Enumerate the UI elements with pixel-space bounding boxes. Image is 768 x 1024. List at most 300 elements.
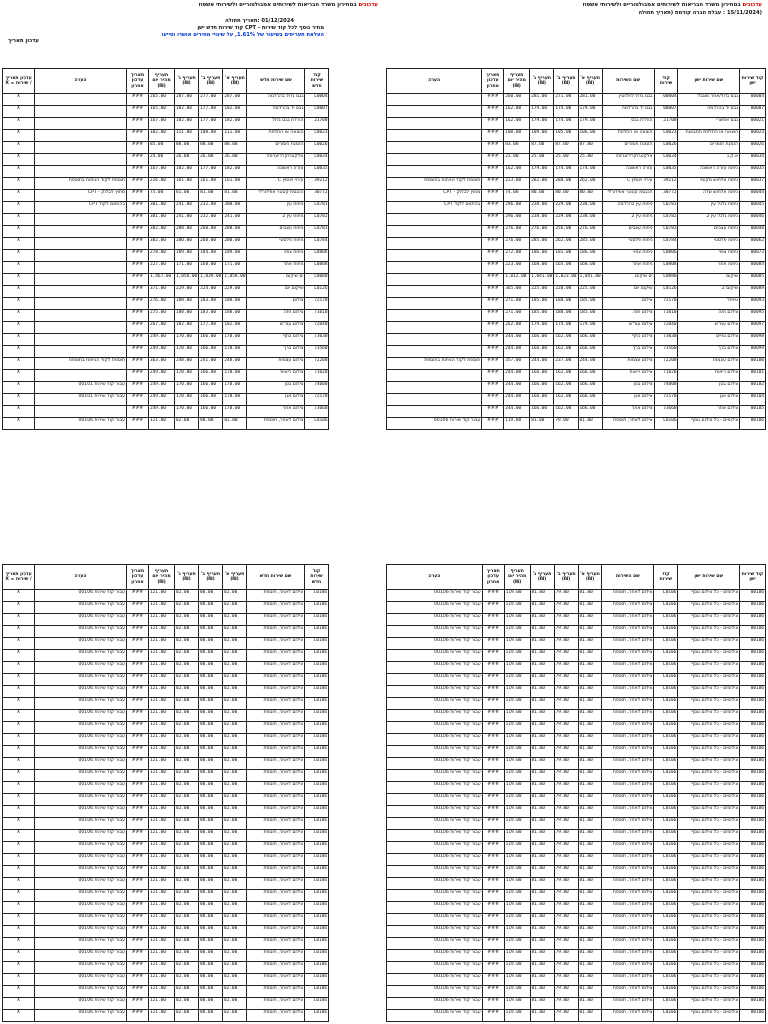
new-code: 74000 [305,382,329,394]
new-price-b: 80.00 [199,626,223,638]
service-code: L0106 [654,998,678,1010]
new-price-c: 82.00 [175,938,199,950]
new-name: צילום חזה [247,310,305,322]
price-a: 81.00 [578,418,602,430]
old-name: צילומים - כל צילום נוסף [678,710,740,722]
new-price-a: 280.00 [223,226,247,238]
price-b: 79.00 [554,1010,578,1022]
new-code: 72200 [305,358,329,370]
last-update: ### [482,394,504,406]
new-note [35,346,127,358]
new-price-c: 188.00 [175,310,199,322]
new-name: ניתוח אחר [247,262,305,274]
new-last-update: ### [127,94,149,106]
new-last-update: ### [127,286,149,298]
new-price-b: 277.00 [199,94,223,106]
new-price-b: 177.00 [199,106,223,118]
new-price-a: 82.00 [223,998,247,1010]
service-code: L0106 [654,698,678,710]
update-flag: X [3,274,35,286]
new-last-update: ### [127,310,149,322]
new-note: עבור קוד שירות 00106 [35,938,127,950]
new-price-a: 82.00 [223,866,247,878]
table-row [387,394,766,406]
table-row [3,106,329,118]
new-price-a: 82.00 [223,1010,247,1022]
update-flag: X [3,638,35,650]
note: עבור קוד שירות 00106 [387,418,482,430]
table-row [387,938,766,950]
price-b: 79.00 [554,626,578,638]
new-note: עבור קוד שירות 00106 [35,758,127,770]
new-name: צילום לאחר, תוספת [247,962,305,974]
new-price-c: 248.00 [175,358,199,370]
new-last-update: ### [127,854,149,866]
service-code: 72200 [654,358,678,370]
new-price-c: 82.00 [175,758,199,770]
update-flag: X [3,770,35,782]
price-c: 1,041.00 [530,274,554,286]
new-price-c: 82.00 [175,950,199,962]
new-price-day: 121.00 [149,674,175,686]
table-row [387,190,766,202]
price-a: 81.00 [578,650,602,662]
new-price-b: 80.00 [199,770,223,782]
last-update: ### [482,370,504,382]
update-flag: X [3,106,35,118]
update-flag: X [3,806,35,818]
column-header: הערה [35,69,127,94]
table-row [3,878,329,890]
new-code: L0106 [305,998,329,1010]
new-price-b: 80.00 [199,830,223,842]
new-price-a: 170.00 [223,406,247,418]
new-code: L0106 [305,770,329,782]
old-name: גבס אפשרי [678,118,740,130]
price-a: 81.00 [578,734,602,746]
new-price-b: 80.00 [199,698,223,710]
column-header: תאריך עדכון אחרון [127,69,149,94]
service-name: צילום לאחר, תוספת [602,926,654,938]
new-note: עבור קוד שירות 00106 [35,638,127,650]
table-row [387,262,766,274]
last-update: ### [482,154,504,166]
old-name: צילום אגן [678,394,740,406]
update-flag: X [3,358,35,370]
column-header: קוד שירות חדש [305,565,329,590]
new-price-a: 1,058.00 [223,274,247,286]
price-b: 79.00 [554,974,578,986]
note: עבור קוד שירות 00106 [387,950,483,962]
old-name: טיפול [678,298,740,310]
old-code: 00106 [740,866,766,878]
old-name: ניתוח אחר [678,262,740,274]
new-name: הזמנת חומרים [247,142,305,154]
table-row [3,178,329,190]
price-b: 271.00 [554,94,578,106]
table-row [3,842,329,854]
price-a: 285.00 [578,238,602,250]
service-code: L0106 [654,806,678,818]
column-header: תעריף ג' (₪) [175,565,199,590]
old-code: 00106 [740,710,766,722]
update-flag: X [3,370,35,382]
new-note: עבור קוד שירות 00106 [35,998,127,1010]
new-code: L0106 [305,602,329,614]
update-flag: X [3,382,35,394]
new-price-day: 121.00 [149,662,175,674]
new-note: עבור קוד שירות 00106 [35,962,127,974]
new-code: L0781 [305,202,329,214]
price-day: 119.00 [504,710,530,722]
update-flag: X [3,794,35,806]
table-row [3,262,329,274]
service-name: צילום לאחר, תוספת [602,1010,654,1022]
price-c: 81.00 [530,758,554,770]
new-price-a: 82.00 [223,962,247,974]
new-price-day: 301.00 [149,202,175,214]
new-note: עבור קוד שירות 00106 [35,770,127,782]
note: עבור קוד שירות 00106 [387,638,483,650]
note [387,238,482,250]
old-name: צילומים - כל צילום נוסף [678,662,740,674]
old-code: 00106 [740,782,766,794]
old-name: צילומים - כל צילום נוסף [678,830,740,842]
new-price-c: 82.00 [175,710,199,722]
last-update: ### [482,178,504,190]
price-a: 81.00 [578,710,602,722]
new-price-a: 82.00 [223,650,247,662]
update-flag: X [3,902,35,914]
update-flag: X [3,346,35,358]
table-row [387,346,766,358]
price-day: 272.00 [504,250,530,262]
price-a: 179.00 [578,106,602,118]
new-note: עבור קוד שירות 00106 [35,866,127,878]
new-name: צילום לאחר, תוספת [247,986,305,998]
price-c: 166.00 [530,406,554,418]
table-row [3,298,329,310]
price-b: 162.00 [554,406,578,418]
new-note: עבור קוד שירות 00106 [35,794,127,806]
service-code: L0106 [654,650,678,662]
new-price-a: 82.00 [223,938,247,950]
price-b: 80.00 [554,190,578,202]
old-code: 00084 [740,262,766,274]
new-price-a: 82.00 [223,686,247,698]
new-note [35,154,127,166]
table-row [387,770,766,782]
price-a: 81.00 [578,602,602,614]
header-left-side: עדכון תאריך [8,38,39,44]
new-price-c: 82.00 [175,1010,199,1022]
old-name: צילומים - כל צילום נוסף [678,590,740,602]
new-note: עבור קוד שירות 00106 [35,854,127,866]
price-b: 79.00 [554,938,578,950]
new-price-a: 82.00 [223,878,247,890]
new-name: צילום לאחר, תוספת [247,794,305,806]
price-a: 81.00 [578,698,602,710]
old-name: צילומים - כל צילום נוסף [678,418,740,430]
new-price-day: 85.00 [149,142,175,154]
price-a: 81.00 [578,854,602,866]
new-name: צילום ברך [247,346,305,358]
new-price-c: 170.00 [175,394,199,406]
service-name: הוצאה או החלפת [602,130,654,142]
last-update: ### [482,734,504,746]
price-b: 229.00 [554,202,578,214]
price-a: 81.00 [578,758,602,770]
new-price-b: 80.00 [199,746,223,758]
service-name: צילום לאחר, תוספת [602,782,654,794]
table-row [387,418,766,430]
last-update: ### [482,758,504,770]
old-code: 00073 [740,250,766,262]
column-header: תעריף א' (₪) [223,565,247,590]
new-price-a: 82.00 [223,590,247,602]
new-price-b: 80.00 [199,418,223,430]
new-last-update: ### [127,638,149,650]
column-header: הערה [35,565,127,590]
table-row [3,406,329,418]
old-name: צילום חזה [678,310,740,322]
new-code: L0035 [305,166,329,178]
new-price-b: 166.00 [199,406,223,418]
new-price-b: 260.00 [199,226,223,238]
new-last-update: ### [127,866,149,878]
update-flag: X [3,674,35,686]
price-day: 119.00 [504,418,530,430]
new-price-b: 80.00 [199,938,223,950]
price-b: 79.00 [554,710,578,722]
new-price-a: 82.00 [223,902,247,914]
new-price-b: 80.00 [199,638,223,650]
service-code: L0106 [654,418,678,430]
last-update: ### [482,358,504,370]
service-code: L0106 [654,782,678,794]
price-day: 296.00 [504,202,530,214]
table-row [387,650,766,662]
note [387,406,482,418]
service-name: צילום ריאות [602,370,654,382]
new-name: עירוי ויטמין C [247,178,305,190]
new-price-c: 280.00 [175,226,199,238]
new-price-b: 80.00 [199,734,223,746]
update-flag: X [3,854,35,866]
new-code: L0106 [305,686,329,698]
price-b: 79.00 [554,950,578,962]
table-row [3,286,329,298]
new-name: צילום לאחר, תוספת [247,674,305,686]
service-code: L0106 [654,602,678,614]
price-c: 81.00 [530,950,554,962]
table-row [387,998,766,1010]
price-a: 81.00 [578,590,602,602]
service-name: צילום לאחר, תוספת [602,626,654,638]
note [387,142,482,154]
new-price-b: 232.00 [199,214,223,226]
new-code: L0106 [305,418,329,430]
table-row [387,722,766,734]
price-day: 119.00 [504,686,530,698]
new-code: L0106 [305,806,329,818]
service-code: L0106 [654,794,678,806]
table-row [387,710,766,722]
price-a: 166.00 [578,394,602,406]
service-name: צילום לאחר, תוספת [602,698,654,710]
new-last-update: ### [127,842,149,854]
services-table-new [2,564,329,1022]
price-day: 223.00 [504,178,530,190]
old-name: הזמנת חומרים [678,142,740,154]
price-a: 25.00 [578,154,602,166]
old-name: צילומים - כל צילום נוסף [678,866,740,878]
update-flag: X [3,698,35,710]
price-day: 119.00 [504,638,530,650]
column-header: קוד שירות ישן [740,69,766,94]
price-day: 1,012.00 [504,274,530,286]
column-header: תאריך עדכון אחרון [127,565,149,590]
price-b: 79.00 [554,686,578,698]
table-row [387,286,766,298]
service-code: 72170 [654,298,678,310]
old-code: 00095 [740,310,766,322]
column-header: תעריף מהיר יום (₪) [149,565,175,590]
price-b: 79.00 [554,818,578,830]
update-flag: X [3,226,35,238]
service-name: צילום אחר [602,406,654,418]
old-name: צילומים - כל צילום נוסף [678,950,740,962]
new-name: הכנסת קטטר אפידורלי [247,190,305,202]
new-price-c: 170.00 [175,346,199,358]
column-header: תאריך עדכון אחרון [482,565,504,590]
table-row [3,94,329,106]
table-row [387,962,766,974]
update-flag: X [3,758,35,770]
new-name: גבס גדול בהרדמה [247,94,305,106]
old-name: צילומים - כל צילום נוסף [678,794,740,806]
note [387,310,482,322]
service-code: L0106 [654,902,678,914]
update-flag: X [3,1010,35,1022]
new-price-c: 82.00 [175,878,199,890]
price-b: 162.00 [554,370,578,382]
old-name: צילומים - כל צילום נוסף [678,986,740,998]
new-note [35,226,127,238]
price-a: 81.00 [578,614,602,626]
new-note: בהתאם לקוד CPT [35,202,127,214]
table-row [3,686,329,698]
new-note: עבור קוד שירות 00106 [35,782,127,794]
new-price-c: 182.00 [175,118,199,130]
update-flag: X [3,130,35,142]
new-code: L0106 [305,614,329,626]
table-row [387,602,766,614]
price-a: 87.00 [578,142,602,154]
new-price-day: 121.00 [149,830,175,842]
new-price-b: 241.00 [199,358,223,370]
price-c: 81.00 [530,842,554,854]
table-row [387,782,766,794]
last-update: ### [482,842,504,854]
note: עבור קוד שירות 00106 [387,890,483,902]
table-row [3,322,329,334]
new-code: L0106 [305,830,329,842]
price-b: 79.00 [554,806,578,818]
last-update: ### [482,238,504,250]
table-row [387,118,766,130]
price-c: 244.00 [530,358,554,370]
new-name: צילום לאחר, תוספת [247,770,305,782]
new-price-a: 82.00 [223,818,247,830]
new-last-update: ### [127,106,149,118]
new-price-b: 177.00 [199,166,223,178]
new-price-b: 177.00 [199,322,223,334]
new-name: צילום לאחר, תוספת [247,830,305,842]
table-row [387,274,766,286]
table-row [3,142,329,154]
service-name: ניתוח פלסטי [602,238,654,250]
new-price-c: 82.00 [175,746,199,758]
price-a: 81.00 [578,794,602,806]
update-flag: X [3,710,35,722]
new-name: צילום לאחר, תוספת [247,938,305,950]
price-day: 119.00 [504,770,530,782]
price-b: 180.00 [554,298,578,310]
last-update: ### [482,818,504,830]
update-flag: X [3,878,35,890]
price-day: 119.00 [504,986,530,998]
new-price-c: 280.00 [175,238,199,250]
table-row [3,986,329,998]
new-price-c: 82.00 [175,830,199,842]
service-code: L0080 [654,274,678,286]
column-header: תאריך עדכון אחרון [482,69,504,94]
last-update: ### [482,166,504,178]
price-c: 81.00 [530,1010,554,1022]
table-row [3,154,329,166]
service-code: 72040 [654,322,678,334]
new-price-c: 170.00 [175,382,199,394]
table-row [387,214,766,226]
price-day: 119.00 [504,734,530,746]
new-price-day: 249.00 [149,394,175,406]
note: עבור קוד שירות 00106 [387,962,483,974]
old-code: 00085 [740,274,766,286]
price-day: 119.00 [504,866,530,878]
new-price-c: 170.00 [175,406,199,418]
price-b: 162.00 [554,394,578,406]
new-note [35,298,127,310]
old-name: צילומים - כל צילום נוסף [678,782,740,794]
new-name: ניתוח עין [247,202,305,214]
new-price-a: 248.00 [223,358,247,370]
new-code: L0782 [305,214,329,226]
table-row [3,358,329,370]
new-price-a: 182.00 [223,322,247,334]
table-row [387,614,766,626]
new-name: צילום לאחר, תוספת [247,418,305,430]
new-last-update: ### [127,782,149,794]
last-update: ### [482,962,504,974]
old-name: שיקום 2 [678,286,740,298]
service-code: L0106 [654,590,678,602]
new-name: צילום לאחר, תוספת [247,710,305,722]
new-price-c: 82.00 [175,418,199,430]
new-price-c: 82.00 [175,614,199,626]
price-b: 79.00 [554,614,578,626]
old-name: צילומים - כל צילום נוסף [678,818,740,830]
